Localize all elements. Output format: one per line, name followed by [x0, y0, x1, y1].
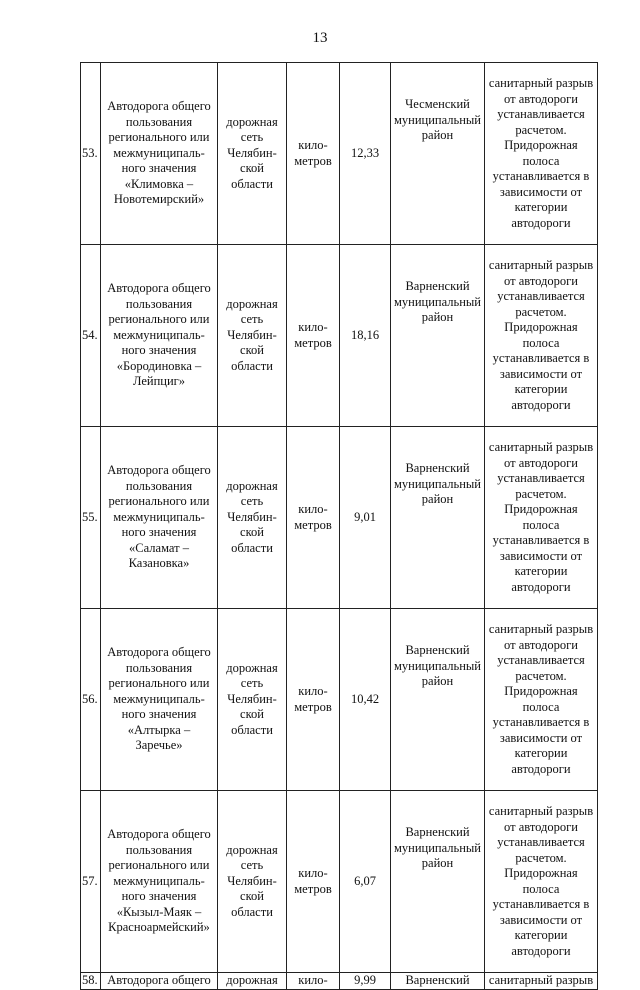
page-number: 13 — [312, 30, 328, 46]
table-row — [81, 973, 598, 990]
length: 9,99 — [340, 973, 391, 990]
row-number: 57. — [81, 791, 101, 973]
table-row — [81, 63, 598, 245]
note: санитарный разрыв от автодороги устанавливается расчетом. Придорожная полоса устанавливается в зависимости от категории автодороги — [485, 63, 598, 245]
road-network: дорожная — [218, 973, 287, 990]
road-name: Автодорога общего пользования регионального или межмуниципаль- ного значения «Бородиновка – Лейпциг» — [101, 245, 218, 427]
unit: кило- метров — [287, 63, 340, 245]
row-number: 55. — [81, 427, 101, 609]
unit: кило- метров — [287, 791, 340, 973]
district: Чесменский муниципальный район — [391, 63, 485, 245]
row-number: 56. — [81, 609, 101, 791]
note: санитарный разрыв от автодороги устанавливается расчетом. Придорожная полоса устанавливается в зависимости от категории автодороги — [485, 245, 598, 427]
district: Варненский муниципальный район — [391, 245, 485, 427]
length: 18,16 — [340, 245, 391, 427]
district: Варненский муниципальный район — [391, 609, 485, 791]
unit: кило- метров — [287, 427, 340, 609]
row-number: 53. — [81, 63, 101, 245]
unit: кило- — [287, 973, 340, 990]
note: санитарный разрыв от автодороги устанавливается расчетом. Придорожная полоса устанавливается в зависимости от категории автодороги — [485, 791, 598, 973]
length: 12,33 — [340, 63, 391, 245]
road-network: дорожная сеть Челябин- ской области — [218, 609, 287, 791]
road-name: Автодорога общего — [101, 973, 218, 990]
road-network: дорожная сеть Челябин- ской области — [218, 245, 287, 427]
row-number: 54. — [81, 245, 101, 427]
road-network: дорожная сеть Челябин- ской области — [218, 791, 287, 973]
road-name: Автодорога общего пользования регионального или межмуниципаль- ного значения «Климовка – Новотемирский» — [101, 63, 218, 245]
unit: кило- метров — [287, 245, 340, 427]
district: Варненский — [391, 973, 485, 990]
road-network: дорожная сеть Челябин- ской области — [218, 427, 287, 609]
length: 9,01 — [340, 427, 391, 609]
row-number: 58. — [81, 973, 101, 990]
district: Варненский муниципальный район — [391, 791, 485, 973]
note: санитарный разрыв — [485, 973, 598, 990]
road-name: Автодорога общего пользования регионального или межмуниципаль- ного значения «Алтырка – Заречье» — [101, 609, 218, 791]
note: санитарный разрыв от автодороги устанавливается расчетом. Придорожная полоса устанавливается в зависимости от категории автодороги — [485, 427, 598, 609]
length: 10,42 — [340, 609, 391, 791]
unit: кило- метров — [287, 609, 340, 791]
road-name: Автодорога общего пользования регионального или межмуниципаль- ного значения «Кызыл-Маяк – Красноармейский» — [101, 791, 218, 973]
district: Варненский муниципальный район — [391, 427, 485, 609]
road-network: дорожная сеть Челябин- ской области — [218, 63, 287, 245]
roads-table — [80, 62, 598, 990]
table-row — [81, 427, 598, 609]
note: санитарный разрыв от автодороги устанавливается расчетом. Придорожная полоса устанавливается в зависимости от категории автодороги — [485, 609, 598, 791]
length: 6,07 — [340, 791, 391, 973]
table-row — [81, 609, 598, 791]
road-name: Автодорога общего пользования регионального или межмуниципаль- ного значения «Саламат – Казановка» — [101, 427, 218, 609]
table-row — [81, 791, 598, 973]
table-row — [81, 245, 598, 427]
